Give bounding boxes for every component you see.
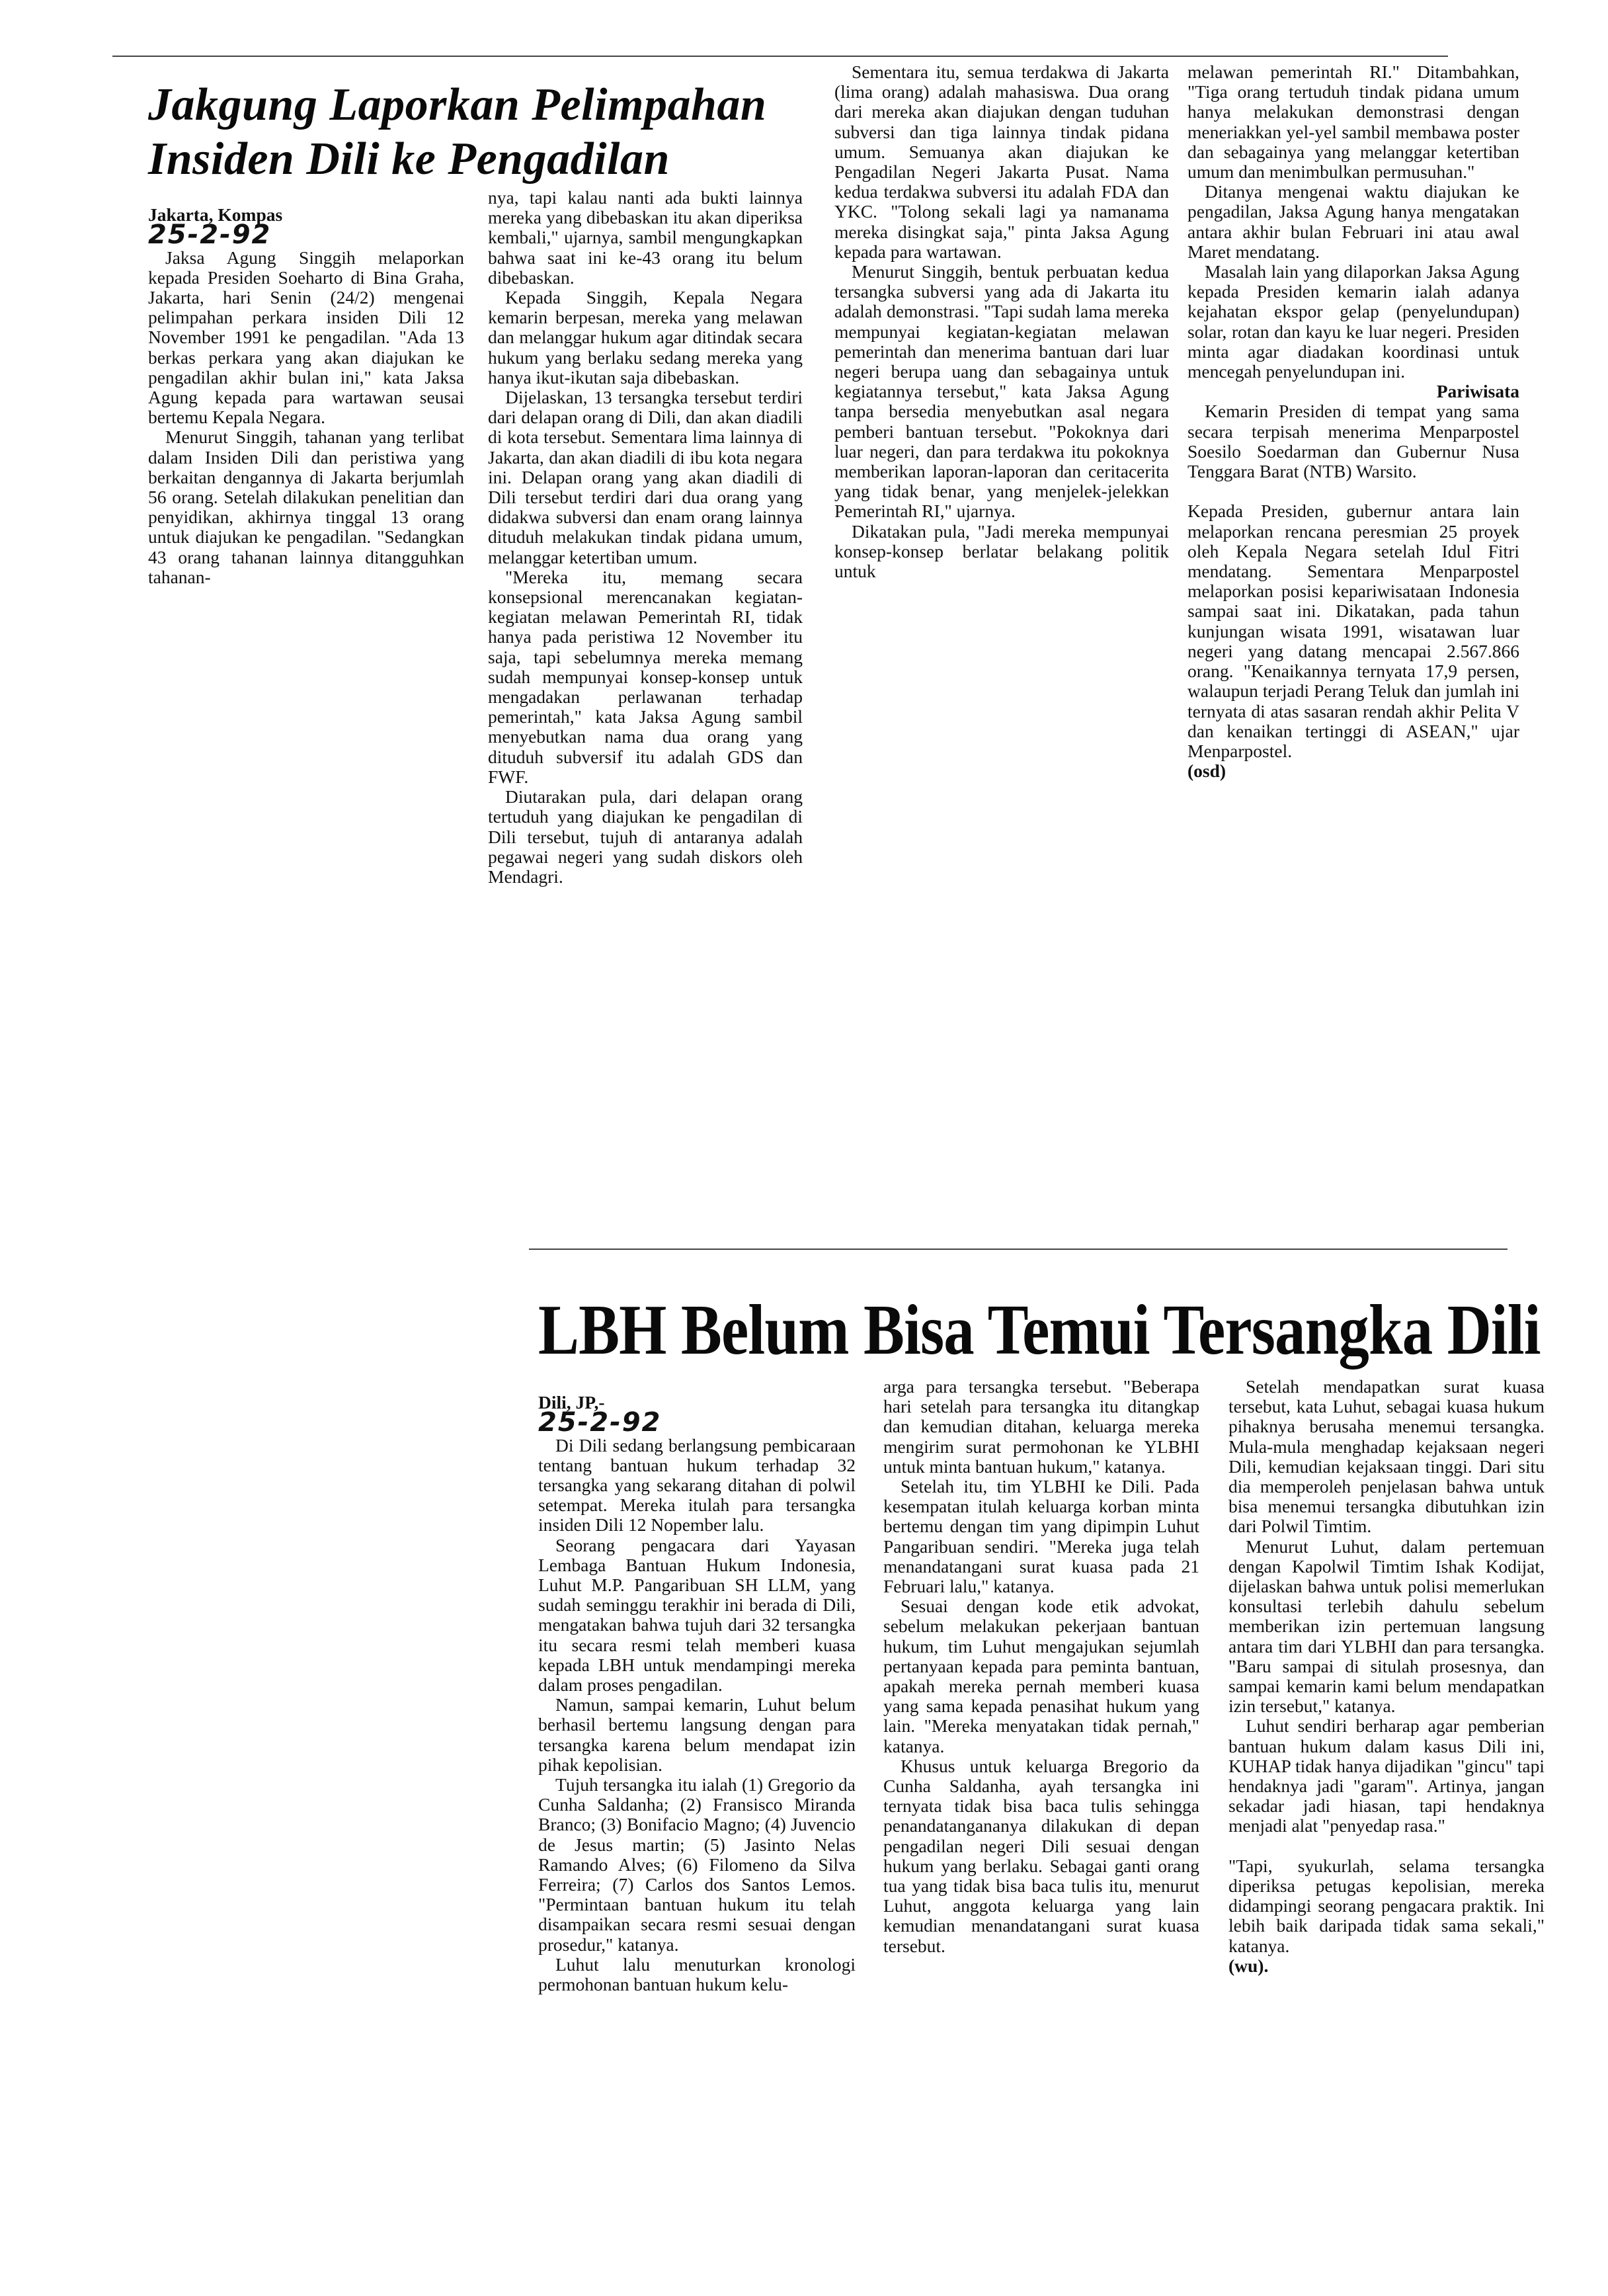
article1-paragraph: melawan pemerintah RI." Ditambahkan, "Tiga orang tertuduh tindak pidana umum hanya melakukan demonstrasi dengan meneriakkan yel-yel sambil membawa poster dan sebagainya yang melanggar ketertiban umum dan menimbulkan permusuhan.": [1187, 62, 1519, 183]
article2-paragraph: Setelah itu, tim YLBHI ke Dili. Pada kesempatan itulah keluarga korban minta bertemu dengan tim yang dipimpin Luhut Pangaribuan sendiri. "Mereka juga telah menandatangani surat kuasa pada 21 Februari lalu," katanya.: [883, 1476, 1199, 1597]
article1-paragraph: Sementara itu, semua terdakwa di Jakarta (lima orang) adalah mahasiswa. Dua orang dari mereka akan diajukan dengan tuduhan subversi dan tiga lainnya tindak pidana umum. Semuanya akan diajukan ke Pengadilan Negeri Jakarta Pusat. Nama kedua terdakwa subversi itu adalah FDA dan YKC. "Tolong sekali lagi ya namanama mereka disingkat saja," pinta Jaksa Agung kepada para wartawan.: [834, 62, 1169, 262]
article2-paragraph: Menurut Luhut, dalam pertemuan dengan Kapolwil Timtim Ishak Kodijat, dijelaskan bahwa untuk polisi memerlukan konsultasi terlebih dahulu sebelum memberikan izin pertemuan langsung antara tim dari YLBHI dan para tersangka. "Baru sampai di situlah prosesnya, dan sampai kemarin kami belum mendapatkan izin tersebut," katanya.: [1228, 1536, 1545, 1717]
article2-paragraph: Sesuai dengan kode etik advokat, sebelum melakukan pekerjaan bantuan hukum, tim Luhut mengajukan sejumlah pertanyaan kepada para peminta bantuan, apakah mereka pernah memberi kuasa yang sama kepada penasihat hukum yang lain. "Mereka menyatakan tidak pernah," katanya.: [883, 1596, 1199, 1756]
article1-paragraph: Kepada Singgih, Kepala Negara kemarin berpesan, mereka yang melawan dan melanggar hukum agar ditindak secara hukum yang berlaku sedang mereka yang hanya ikut-ikutan saja dibebaskan.: [488, 287, 803, 388]
article1-paragraph: Diutarakan pula, dari delapan orang tertuduh yang diajukan ke pengadilan di Dili tersebut, tujuh di antaranya adalah pegawai negeri yang sudah diskors oleh Mendagri.: [488, 786, 803, 887]
article2-paragraph: arga para tersangka tersebut. "Beberapa hari setelah para tersangka itu ditangkap dan kemudian ditahan, keluarga mereka mengirim surat permohonan ke YLBHI untuk minta bantuan hukum," katanya.: [883, 1376, 1199, 1477]
article1-dateline-line: [148, 185, 464, 251]
article2-handwritten-date: 25-2-92: [538, 1407, 662, 1438]
article2-column-1: [538, 1373, 856, 1994]
article1-headline: [148, 78, 849, 186]
article1-paragraph: Jaksa Agung Singgih melaporkan kepada Presiden Soeharto di Bina Graha, Jakarta, hari Senin (24/2) mengenai pelimpahan perkara insiden Dili 12 November 1991 ke pengadilan. "Ada 13 berkas perkara yang akan diajukan ke pengadilan akhir bulan ini," kata Jaksa Agung kepada para wartawan seusai bertemu Kepala Negara.: [148, 247, 464, 428]
article2-column-2: [883, 1377, 1199, 1956]
article1-paragraph-last: [1187, 481, 1519, 781]
article2-paragraph: Tujuh tersangka itu ialah (1) Gregorio da Cunha Saldanha; (2) Fransisco Miranda Branco; (3) Bonifacio Magno; (4) Juvencio de Jesus martin; (5) Jasinto Nelas Ramando Alves; (6) Filomeno da Silva Ferreira; (7) Carlos dos Santos Lemos. "Permintaan bantuan hukum itu telah disampaikan secara resmi sesuai dengan prosedur," katanya.: [538, 1774, 856, 1955]
article1-paragraph-text: Kepada Presiden, gubernur antara lain melaporkan rencana peresmian 25 proyek oleh Kepala Negara setelah Idul Fitri mendatang. Sementara Menparpostel melaporkan posisi kepariwisataan Indonesia sampai saat ini. Dikatakan, pada tahun kunjungan wisata 1991, wisatawan luar negeri yang datang mencapai 2.567.866 orang. "Kenaikannya ternyata 17,9 persen, walaupun terjadi Perang Teluk dan jumlah ini ternyata di atas sasaran rendah akhir Pelita V dan kenaikan tertinggi di ASEAN," ujar Menparpostel.: [1187, 501, 1519, 761]
article1-paragraph: "Mereka itu, memang secara konsepsional merencanakan kegiatan-kegiatan melawan Pemerintah RI, tidak hanya pada peristiwa 12 November itu saja, tapi sebelumnya mereka memang sudah mempunyai konsep-konsep untuk mengadakan perlawanan terhadap pemerintah," kata Jaksa Agung sambil menyebutkan nama dua orang yang dituduh subversif itu adalah GDS dan FWF.: [488, 566, 803, 787]
article1-paragraph: nya, tapi kalau nanti ada bukti lainnya mereka yang dibebaskan itu akan diperiksa kembali," ujarnya, sambil mengungkapkan bahwa saat ini ke-43 orang itu belum dibebaskan.: [488, 187, 803, 288]
article1-paragraph: Kemarin Presiden di tempat yang sama secara terpisah menerima Menparpostel Soesilo Soedarman dan Gubernur Nusa Tenggara Barat (NTB) Warsito.: [1187, 401, 1519, 482]
article1-column-3: [834, 62, 1169, 581]
article1-paragraph: Dikatakan pula, "Jadi mereka mempunyai konsep-konsep berlatar belakang politik untuk: [834, 520, 1169, 582]
article2-headline: LBH Belum Bisa Temui Tersangka Dili: [538, 1291, 1541, 1370]
article1-paragraph: Menurut Singgih, tahanan yang terlibat dalam Insiden Dili dan peristiwa yang berkaitan dengannya di Jakarta berjumlah 56 orang. Setelah dilakukan penelitian dan penyidikan, akhirnya tinggal 13 orang untuk diajukan ke pengadilan. "Sedangkan 43 orang tahanan lainnya ditangguhkan tahanan-: [148, 427, 464, 587]
article2-paragraph: Namun, sampai kemarin, Luhut belum berhasil bertemu langsung dengan para tersangka karena belum mendapat izin pihak kepolisian.: [538, 1694, 856, 1775]
article2-byline: (wu).: [1228, 1955, 1269, 1976]
article1-dateline: Jakarta, Kompas: [148, 204, 283, 226]
article1-paragraph: Masalah lain yang dilaporkan Jaksa Agung kepada Presiden kemarin ialah adanya kejahatan ekspor gelap (penyelundupan) solar, rotan dan kayu ke luar negeri. Presiden minta agar diadakan koordinasi untuk mencegah penyelundupan ini.: [1187, 261, 1519, 382]
article2-column-3: [1228, 1377, 1545, 1976]
article2-paragraph: Luhut lalu menuturkan kronologi permohonan bantuan hukum kelu-: [538, 1953, 856, 1995]
article1-paragraph: Menurut Singgih, bentuk perbuatan kedua tersangka subversi yang ada di Jakarta itu adalah demonstrasi. "Tapi sudah lama mereka mempunyai kegiatan-kegiatan melawan pemerintah dan menerima bantuan dari luar negeri berupa uang dan sebagainya untuk kegiatannya tersebut," kata Jaksa Agung tanpa bersedia menyebutkan asal negara pemberi bantuan tersebut. "Pokoknya dari luar negeri, dan para terdakwa itu pokoknya memberikan laporan-laporan dan ceritacerita yang tidak benar, yang menjelek-jelekkan Pemerintah RI," ujarnya.: [834, 261, 1169, 522]
article2-paragraph-text: "Tapi, syukurlah, selama tersangka diperiksa petugas kepolisian, mereka didampingi seorang pengacara praktik. Ini lebih baik daripada tidak sama sekali," katanya.: [1228, 1855, 1545, 1956]
article2-paragraph: Di Dili sedang berlangsung pembicaraan tentang bantuan hukum terhadap 32 tersangka yang sekarang ditahan di polwil setempat. Mereka itulah para tersangka insiden Dili 12 Nopember lalu.: [538, 1434, 856, 1536]
article2-paragraph: Luhut sendiri berharap agar pemberian bantuan hukum dalam kasus Dili ini, KUHAP tidak hanya dijadikan "gincu" tapi hendaknya jadi "garam". Artinya, jangan sekadar jadi hiasan, tapi hendaknya menjadi alat "penyedap rasa.": [1228, 1715, 1545, 1836]
article1-headline-line2: Insiden Dili ke Pengadilan: [148, 134, 670, 184]
article1-column-2: [488, 188, 803, 887]
article1-headline-line1: Jakgung Laporkan Pelimpahan: [148, 79, 767, 130]
article2-dateline-line: [538, 1373, 856, 1436]
article2-top-rule: [529, 1249, 1508, 1250]
article2-paragraph-last: [1228, 1836, 1545, 1976]
article2-paragraph: Khusus untuk keluarga Bregorio da Cunha Saldanha, ayah tersangka ini ternyata tidak bisa baca tulis sehingga penandatangananya dilakukan di depan pengadilan negeri Dili sesuai dengan hukum yang berlaku. Sebagai ganti orang tua yang tidak bisa baca tulis itu, menurut Luhut, anggota keluarga yang lain kemudian menandatangani surat kuasa tersebut.: [883, 1755, 1199, 1956]
article1-column-1: [148, 185, 464, 587]
article1-paragraph: Dijelaskan, 13 tersangka tersebut terdiri dari delapan orang di Dili, dan akan diadili di kota tersebut. Sementara lima lainnya di Jakarta, dan akan diadili di ibu kota negara ini. Delapan orang yang akan diadili di Dili tersebut terdiri dari dua orang yang didakwa subversi dan enam orang lainnya dituduh melakukan tindak pidana umum, melanggar ketertiban umum.: [488, 387, 803, 567]
article1-handwritten-date: 25-2-92: [148, 220, 272, 251]
article2-paragraph: Setelah mendapatkan surat kuasa tersebut, kata Luhut, sebagai kuasa hukum pihaknya berusaha menemui tersangka. Mula-mula menghadap kejaksaan negeri Dili, kemudian kejaksaan tinggi. Dari situ dia memperoleh penjelasan bahwa untuk bisa menemui tersangka dibutuhkan izin dari Polwil Timtim.: [1228, 1376, 1545, 1537]
article2-dateline: Dili, JP,-: [538, 1392, 605, 1413]
top-rule: [112, 56, 1448, 57]
article2-paragraph: Seorang pengacara dari Yayasan Lembaga Bantuan Hukum Indonesia, Luhut M.P. Pangaribuan SH LLM, yang sudah seminggu terakhir ini berada di Dili, mengatakan bahwa tujuh dari 32 tersangka itu secara resmi telah memberi kuasa kepada LBH untuk mendampingi mereka dalam proses pengadilan.: [538, 1534, 856, 1696]
article1-subheading: Pariwisata: [1436, 381, 1519, 402]
article1-column-4: [1187, 62, 1519, 781]
article1-paragraph: Ditanya mengenai waktu diajukan ke pengadilan, Jaksa Agung hanya mengatakan antara akhir bulan Februari ini atau awal Maret mendatang.: [1187, 181, 1519, 262]
article1-byline: (osd): [1187, 760, 1226, 782]
